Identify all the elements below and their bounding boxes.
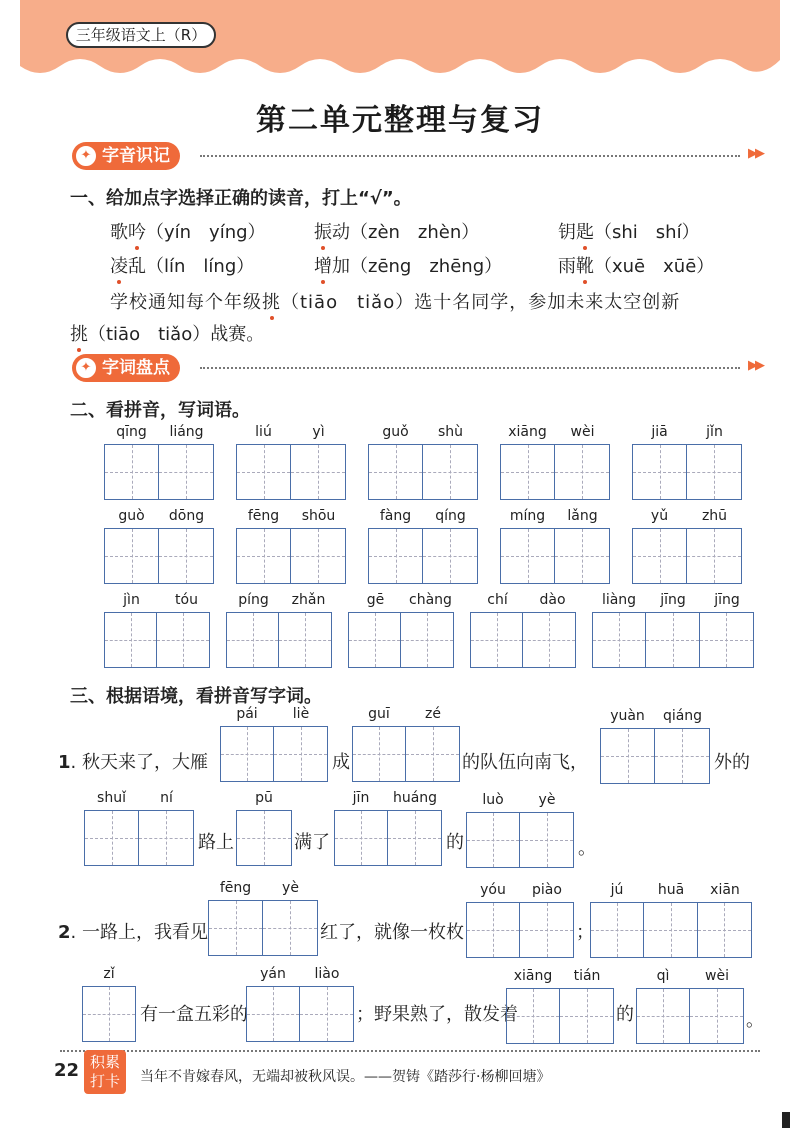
question-1-title: 一、给加点字选择正确的读音，打上“√”。 [70, 188, 412, 209]
writing-box[interactable] [500, 528, 610, 584]
lightbulb-icon: ✦ [74, 144, 98, 168]
pinyin: shù [437, 424, 464, 440]
writing-box[interactable] [368, 528, 478, 584]
pinyin: ní [160, 790, 173, 806]
pinyin: dào [539, 592, 566, 608]
writing-box[interactable] [246, 986, 354, 1042]
q3-s1-text-3: 的队伍向南飞， [462, 752, 588, 773]
q3-s1-text-4: 外的 [714, 752, 750, 773]
pinyin: qiáng [662, 708, 703, 724]
writing-box[interactable] [506, 988, 614, 1044]
double-arrow-icon: ▶▶ [748, 358, 762, 373]
pinyin: jìn [123, 592, 140, 608]
pinyin: fàng [379, 508, 412, 524]
q3-s2-text-3: ； [576, 922, 594, 943]
pinyin: huáng [392, 790, 438, 806]
dotted-divider [200, 155, 740, 157]
writing-box[interactable] [636, 988, 744, 1044]
pinyin: xiāng [508, 424, 547, 440]
pinyin: chàng [409, 592, 452, 608]
writing-box[interactable] [236, 444, 346, 500]
pinyin: lǎng [567, 508, 598, 524]
pinyin: luò [482, 792, 504, 808]
pinyin: huā [657, 882, 685, 898]
daily-badge: 积累 打卡 [84, 1050, 126, 1094]
writing-box[interactable] [226, 612, 332, 668]
pinyin: liè [292, 706, 310, 722]
footer-quote: 当年不肯嫁春风，无端却被秋风误。——贺铸《踏莎行·杨柳回塘》 [140, 1069, 551, 1085]
pinyin: xiān [710, 882, 740, 898]
q3-s2-text-5: ；野果熟了，散发着 [356, 1004, 518, 1025]
q1-item-2: 振动（zèn zhèn） [314, 218, 479, 244]
pinyin: yè [282, 880, 299, 896]
writing-box[interactable] [84, 810, 194, 866]
pinyin: fēng [219, 880, 252, 896]
writing-box[interactable] [104, 612, 210, 668]
pinyin: yì [312, 424, 325, 440]
section-header-zi-yin [72, 142, 762, 172]
q3-s1-text-2: 成 [332, 752, 350, 773]
pinyin: wèi [570, 424, 595, 440]
writing-box[interactable] [600, 728, 710, 784]
q3-s1-text-6: 满了 [294, 832, 330, 853]
writing-box[interactable] [466, 902, 574, 958]
q3-s1-text-8: 。 [578, 838, 596, 859]
pinyin: liáng [169, 424, 204, 440]
page-title: 第二单元整理与复习 [256, 103, 544, 138]
pinyin: guò [118, 508, 145, 524]
pinyin: xiāng [513, 968, 553, 984]
double-arrow-icon: ▶▶ [748, 146, 762, 161]
pinyin: jīn [352, 790, 370, 806]
pinyin: zhǎn [291, 592, 326, 608]
q3-s2-text-2: 红了，就像一枚枚 [320, 922, 464, 943]
pinyin: míng [509, 508, 546, 524]
q1-item-6: 雨靴（xuē xūē） [558, 252, 714, 278]
writing-box[interactable] [236, 528, 346, 584]
pinyin: jú [610, 882, 624, 898]
q1-item-5: 增加（zēng zhēng） [314, 252, 502, 278]
pinyin: pái [236, 706, 258, 722]
pinyin: qì [656, 968, 670, 984]
writing-box[interactable] [82, 986, 136, 1042]
pinyin: zé [425, 706, 441, 722]
q3-s1-text-7: 的 [446, 832, 464, 853]
pinyin: píng [238, 592, 269, 608]
writing-box[interactable] [368, 444, 478, 500]
pinyin: shōu [301, 508, 336, 524]
q3-s1-text-5: 路上 [198, 832, 234, 853]
pinyin: jīng [714, 592, 740, 608]
writing-box[interactable] [104, 444, 214, 500]
pinyin: gē [366, 592, 385, 608]
pinyin: wèi [705, 968, 729, 984]
pinyin: guǒ [382, 424, 409, 440]
q3-s2-text-4: 有一盒五彩的 [140, 1004, 248, 1025]
writing-box[interactable] [220, 726, 328, 782]
dotted-divider [200, 367, 740, 369]
q3-s1-text-1: 1. 秋天来了，大雁 [58, 752, 208, 773]
pinyin: qīng [116, 424, 147, 440]
footer-divider [60, 1050, 760, 1052]
writing-box[interactable] [352, 726, 460, 782]
q3-s2-text-1: 2. 一路上，我看见 [58, 922, 208, 943]
grade-tag: 三年级语文上（R） [66, 22, 216, 48]
pinyin: jiā [651, 424, 668, 440]
pinyin: yuàn [610, 708, 645, 724]
pinyin: liào [314, 966, 340, 982]
q1-item-3: 钥匙（shi shí） [558, 218, 700, 244]
pinyin: fēng [247, 508, 280, 524]
page-number: 22 [54, 1060, 80, 1081]
question-2-title: 二、看拼音，写词语。 [70, 400, 250, 421]
writing-box[interactable] [590, 902, 752, 958]
pinyin: tián [573, 968, 601, 984]
writing-box[interactable] [236, 810, 292, 866]
pinyin: chí [487, 592, 508, 608]
pinyin: qíng [435, 508, 466, 524]
pinyin: yóu [480, 882, 506, 898]
writing-box[interactable] [334, 810, 442, 866]
pinyin: pū [255, 790, 273, 806]
pinyin: tóu [175, 592, 198, 608]
pinyin: yán [260, 966, 286, 982]
pinyin: shuǐ [97, 790, 126, 806]
writing-box[interactable] [632, 528, 742, 584]
section-label: 字音识记 [102, 146, 170, 166]
pinyin: liàng [601, 592, 637, 608]
q1-item-1: 歌吟（yín yíng） [110, 218, 266, 244]
section-label: 字词盘点 [102, 358, 170, 378]
q1-item-4: 凌乱（lín líng） [110, 252, 254, 278]
q3-s2-text-7: 。 [746, 1010, 764, 1031]
pinyin: yǔ [650, 508, 669, 524]
writing-box[interactable] [208, 900, 318, 956]
pinyin: guī [368, 706, 390, 722]
section-header-zi-ci [72, 354, 762, 384]
lightbulb-icon: ✦ [74, 356, 98, 380]
pinyin: liú [255, 424, 272, 440]
writing-box[interactable] [500, 444, 610, 500]
q1-sentence-line-2: 挑（tiāo tiǎo）战赛。 [70, 320, 264, 346]
writing-box[interactable] [470, 612, 576, 668]
pinyin: yè [538, 792, 556, 808]
pinyin: jīng [660, 592, 686, 608]
page-corner-mark [782, 1112, 790, 1128]
pinyin: zǐ [103, 966, 115, 982]
writing-box[interactable] [348, 612, 454, 668]
writing-box[interactable] [632, 444, 742, 500]
pinyin: jǐn [706, 424, 723, 440]
question-3-title: 三、根据语境，看拼音写字词。 [70, 686, 322, 707]
writing-box[interactable] [592, 612, 754, 668]
q3-s2-text-6: 的 [616, 1004, 634, 1025]
pinyin: piào [532, 882, 562, 898]
pinyin: dōng [168, 508, 205, 524]
writing-box[interactable] [466, 812, 574, 868]
pinyin: zhū [701, 508, 728, 524]
q1-sentence-line-1: 学校通知每个年级挑（tiāo tiǎo）选十名同学，参加未来太空创新 [110, 288, 680, 314]
writing-box[interactable] [104, 528, 214, 584]
